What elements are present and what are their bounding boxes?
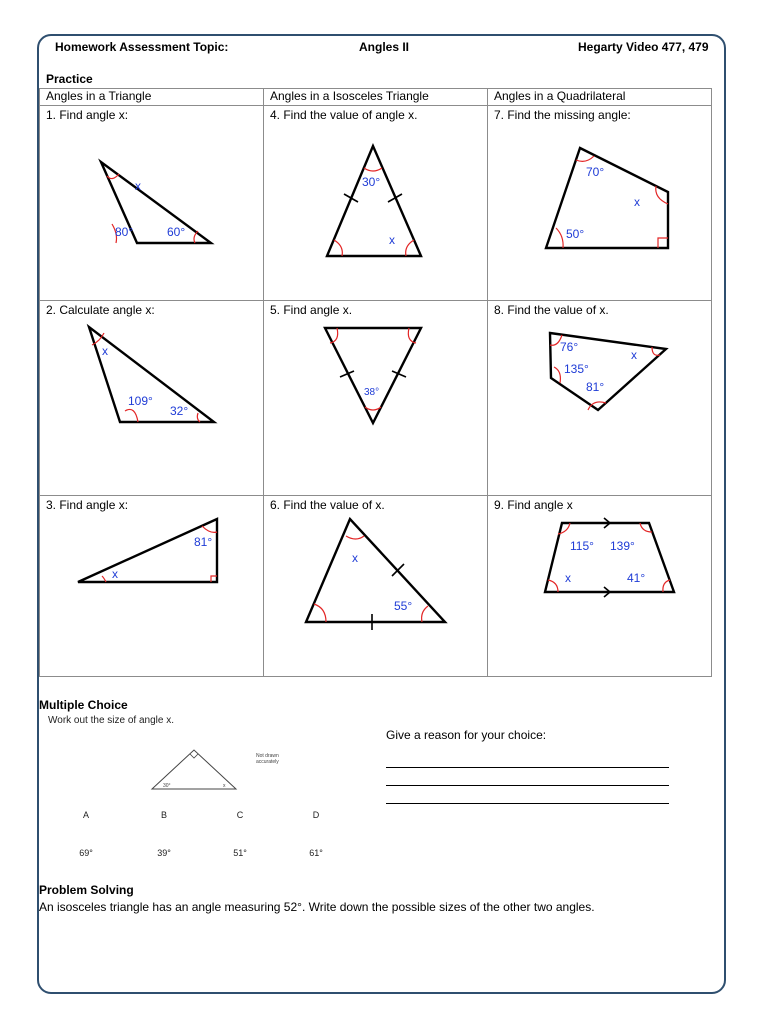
angle-arc <box>125 409 138 422</box>
option-a-value[interactable]: 69° <box>79 848 93 858</box>
question-4 <box>264 106 487 300</box>
quadrilateral-shape <box>546 148 668 248</box>
question-2 <box>40 301 263 495</box>
angle-label: 109° <box>128 394 153 408</box>
triangle-shape <box>327 146 421 256</box>
header-video-ref: Hegarty Video 477, 479 <box>578 40 709 54</box>
answer-line[interactable] <box>386 785 669 786</box>
angle-arc <box>556 228 563 248</box>
question-6 <box>264 496 487 676</box>
angle-label: x <box>634 195 640 209</box>
angle-arc <box>314 604 326 622</box>
multiple-choice-diagram <box>39 713 307 813</box>
angle-label: x <box>135 179 141 193</box>
angle-label: 30° <box>163 783 171 789</box>
angle-label: 81° <box>586 380 605 394</box>
question-1 <box>40 106 263 300</box>
angle-label: 38° <box>364 387 380 398</box>
column-header-isosceles: Angles in a Isosceles Triangle <box>264 89 488 106</box>
header-topic-label: Homework Assessment Topic: <box>55 40 229 54</box>
triangle-shape <box>306 519 445 622</box>
angle-label: x <box>112 567 118 581</box>
angle-arc <box>346 536 364 539</box>
angle-label: 80° <box>115 225 134 239</box>
problem-solving-heading: Problem Solving <box>39 883 134 897</box>
angle-label: 70° <box>586 165 605 179</box>
angle-label: 81° <box>194 535 213 549</box>
angle-label: 32° <box>170 404 189 418</box>
option-d-value[interactable]: 61° <box>309 848 323 858</box>
triangle-shape <box>78 519 217 582</box>
angle-arc <box>364 168 382 171</box>
right-angle-mark <box>190 754 198 758</box>
angle-arc <box>334 240 342 256</box>
angle-label: 50° <box>566 227 585 241</box>
question-2-text: 2. Calculate angle x: <box>46 303 155 317</box>
multiple-choice-question <box>39 713 323 873</box>
option-d-letter[interactable]: D <box>312 810 320 820</box>
angle-label: x <box>389 233 395 247</box>
right-angle-mark <box>658 238 668 248</box>
angle-arc <box>202 526 217 532</box>
angle-label: 41° <box>627 571 646 585</box>
question-8 <box>488 301 711 495</box>
question-3-text: 3. Find angle x: <box>46 498 129 512</box>
reason-prompt: Give a reason for your choice: <box>386 728 547 742</box>
option-a-letter[interactable]: A <box>82 810 89 820</box>
question-6-text: 6. Find the value of x. <box>270 498 385 512</box>
option-b-value[interactable]: 39° <box>157 848 171 858</box>
angle-arc <box>576 156 594 161</box>
question-4-text: 4. Find the value of angle x. <box>270 108 418 122</box>
angle-label: x <box>565 571 571 585</box>
question-5-text: 5. Find angle x. <box>270 303 353 317</box>
angle-arc <box>406 240 414 256</box>
multiple-choice-prompt: Work out the size of angle x. <box>48 715 174 726</box>
multiple-choice-heading: Multiple Choice <box>39 698 128 712</box>
angle-arc <box>663 580 670 592</box>
column-header-triangle: Angles in a Triangle <box>40 89 264 106</box>
question-8-diagram <box>488 301 711 495</box>
problem-solving-text: An isosceles triangle has an angle measuring 52°. Write down the possible sizes of the other two angles. <box>39 900 595 914</box>
angle-label: x <box>223 783 226 789</box>
option-c-value[interactable]: 51° <box>233 848 247 858</box>
question-1-text: 1. Find angle x: <box>46 108 129 122</box>
angle-arc <box>422 606 428 622</box>
option-c-letter[interactable]: C <box>236 810 244 820</box>
question-7 <box>488 106 711 300</box>
column-header-quadrilateral: Angles in a Quadrilateral <box>488 89 712 106</box>
question-9-diagram <box>488 496 711 676</box>
angle-arc <box>548 580 558 592</box>
triangle-shape <box>325 328 421 423</box>
angle-label: 135° <box>564 362 589 376</box>
question-9 <box>488 496 711 676</box>
angle-label: x <box>631 348 637 362</box>
practice-heading: Practice <box>46 72 93 86</box>
not-drawn-note: Not drawn <box>256 753 279 759</box>
question-7-diagram <box>488 106 711 300</box>
question-2-diagram <box>40 301 263 495</box>
question-5-diagram <box>264 301 487 495</box>
angle-label: 60° <box>167 225 186 239</box>
question-8-text: 8. Find the value of x. <box>494 303 609 317</box>
question-5 <box>264 301 487 495</box>
question-6-diagram <box>264 496 487 676</box>
question-3-diagram <box>40 496 263 676</box>
question-7-text: 7. Find the missing angle: <box>494 108 631 122</box>
answer-line[interactable] <box>386 803 669 804</box>
angle-arc <box>197 413 200 422</box>
option-b-letter[interactable]: B <box>160 810 167 820</box>
angle-label: 115° <box>570 539 594 553</box>
not-drawn-note: accurately <box>256 759 279 765</box>
question-9-text: 9. Find angle x <box>494 498 573 512</box>
answer-line[interactable] <box>386 767 669 768</box>
question-1-diagram <box>40 106 263 300</box>
question-3 <box>40 496 263 676</box>
angle-label: x <box>352 551 358 565</box>
question-4-diagram <box>264 106 487 300</box>
header-title: Angles II <box>359 40 410 54</box>
angle-label: x <box>102 344 108 358</box>
practice-grid <box>39 88 712 677</box>
angle-label: 55° <box>394 599 413 613</box>
angle-label: 139° <box>610 539 635 553</box>
angle-label: 30° <box>362 175 381 189</box>
angle-label: 76° <box>560 340 579 354</box>
